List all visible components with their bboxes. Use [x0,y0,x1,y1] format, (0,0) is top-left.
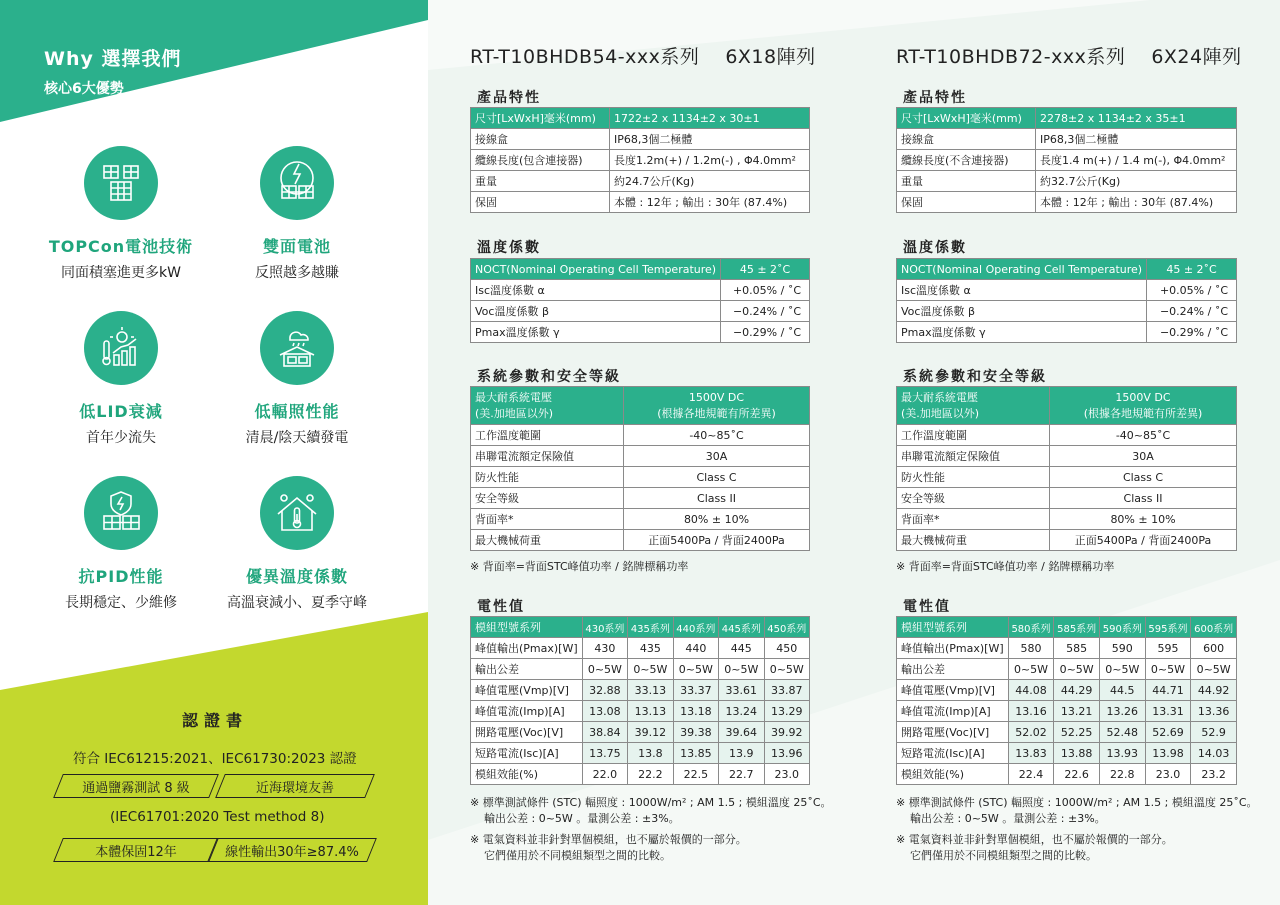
stc-note-line: ※ 標準測試條件 (STC) 輻照度 : 1000W/m² ; AM 1.5 ; 模組溫度 25˚C。 [470,796,832,809]
sys-head-line: (美.加地區以外) [901,406,980,420]
elec-cell: 13.9 [719,743,764,764]
sys-head-line: (美.加地區以外) [475,406,554,420]
elec-head: 模組型號系列 [897,617,1009,638]
thermometer-chart-icon [84,311,158,385]
temperature-table [470,258,810,343]
model-title-54 [470,42,816,69]
sys-head-label [897,387,1050,425]
elec-label: 短路電流(Isc)[A] [471,743,583,764]
elec-cell: 13.36 [1191,701,1237,722]
elec-label: 峰值輸出(Pmax)[W] [897,638,1009,659]
sys-head-line: 1500V DC [688,390,745,404]
temp-label: NOCT(Nominal Operating Cell Temperature) [471,259,721,280]
sys-head-line: 最大耐系統電壓 [475,390,552,404]
certificate-title: 認證書 [181,711,248,730]
sys-head-line: (根據各地規範有所差異) [1083,406,1203,420]
temp-label: Isc溫度係數 α [897,280,1147,301]
comparison-note-line: 它們僅用於不同模組類型之間的比較。 [484,849,671,862]
system-table [896,386,1237,551]
advantage-desc: 高溫衰減小、夏季守峰 [227,595,367,611]
elec-cell: 13.31 [1145,701,1191,722]
house-temperature-icon [260,476,334,550]
temp-value: −0.29% / ˚C [721,322,810,343]
spec-label: 重量 [471,171,610,192]
sys-label: 防火性能 [897,467,1050,488]
advantage-topcon [31,146,211,282]
sys-value: 80% ± 10% [1050,509,1237,530]
advantage-desc: 首年少流失 [86,430,156,446]
advantage-desc: 反照越多越賺 [255,265,339,281]
elec-cell: 22.8 [1099,764,1145,785]
spec-label: 纜線長度(包含連接器) [471,150,610,171]
advantage-low-lid [31,311,211,447]
elec-head: 580系列 [1008,617,1054,638]
elec-head: 430系列 [582,617,627,638]
elec-head: 590系列 [1099,617,1145,638]
elec-label: 開路電壓(Voc)[V] [471,722,583,743]
sys-label: 工作溫度範圍 [471,425,624,446]
spec-value: 約24.7公斤(Kg) [610,171,810,192]
spec-value: IP68,3個二極體 [1036,129,1237,150]
elec-cell: 52.48 [1099,722,1145,743]
elec-cell: 33.61 [719,680,764,701]
elec-cell: 13.29 [764,701,809,722]
elec-cell: 580 [1008,638,1054,659]
sys-value: 30A [624,446,810,467]
sys-label: 工作溫度範圍 [897,425,1050,446]
elec-cell: 440 [673,638,718,659]
elec-cell: 52.9 [1191,722,1237,743]
temp-label: Pmax溫度係數 γ [471,322,721,343]
section-electrical: 電性值 [477,599,525,615]
elec-cell: 39.12 [628,722,673,743]
elec-cell: 0~5W [764,659,809,680]
sys-head-label [471,387,624,425]
temp-label: Isc溫度係數 α [471,280,721,301]
product-table [470,107,810,213]
advantage-title: 低LID衰減 [79,402,163,421]
cloudy-house-icon [260,311,334,385]
elec-cell: 39.64 [719,722,764,743]
elec-head: 435系列 [628,617,673,638]
elec-cell: 13.18 [673,701,718,722]
advantage-temperature [207,476,387,612]
output-text: 線性輸出30年≥87.4% [225,844,359,860]
electrical-table [470,616,810,785]
elec-cell: 0~5W [1191,659,1237,680]
sys-value: Class II [624,488,810,509]
section-system: 系統參數和安全等級 [477,369,621,385]
sys-label: 背面率* [471,509,624,530]
elec-cell: 44.92 [1191,680,1237,701]
elec-cell: 44.71 [1145,680,1191,701]
elec-cell: 38.84 [582,722,627,743]
sys-label: 防火性能 [471,467,624,488]
spec-label: 尺寸[LxWxH]毫米(mm) [897,108,1036,129]
sys-value: -40~85˚C [1050,425,1237,446]
elec-cell: 22.0 [582,764,627,785]
elec-label: 模組效能(%) [471,764,583,785]
elec-cell: 14.03 [1191,743,1237,764]
elec-cell: 13.93 [1099,743,1145,764]
spec-label: 重量 [897,171,1036,192]
elec-cell: 0~5W [1008,659,1054,680]
elec-cell: 22.4 [1008,764,1054,785]
elec-cell: 39.38 [673,722,718,743]
elec-head: 440系列 [673,617,718,638]
coastal-text: 近海環境友善 [255,780,334,796]
advantage-anti-pid [31,476,211,612]
advantage-title: 低輻照性能 [254,402,340,421]
sys-label: 安全等級 [897,488,1050,509]
sys-label: 最大機械荷重 [897,530,1050,551]
sys-label: 安全等級 [471,488,624,509]
elec-label: 峰值電流(Imp)[A] [897,701,1009,722]
elec-cell: 44.5 [1099,680,1145,701]
comparison-note-line: ※ 電氣資料並非針對單個模組，也不屬於報價的一部分。 [470,833,747,846]
elec-label: 輸出公差 [897,659,1009,680]
cell-array: 6X24陣列 [1151,46,1242,68]
advantage-desc: 長期穩定、少維修 [65,595,177,611]
advantage-title: 優異溫度係數 [245,567,348,586]
elec-cell: 13.16 [1008,701,1054,722]
elec-cell: 33.37 [673,680,718,701]
section-electrical: 電性值 [903,599,951,615]
elec-cell: 13.8 [628,743,673,764]
elec-cell: 23.0 [1145,764,1191,785]
spec-value: 長度1.4 m(+) / 1.4 m(-), Φ4.0mm² [1036,150,1237,171]
advantage-title: TOPCon電池技術 [48,237,194,256]
elec-cell: 0~5W [628,659,673,680]
model-name: RT-T10BHDB72-xxx系列 [896,46,1126,68]
coastal-badge [220,774,370,798]
elec-cell: 52.25 [1054,722,1100,743]
temp-value: −0.24% / ˚C [721,301,810,322]
elec-label: 輸出公差 [471,659,583,680]
elec-cell: 0~5W [582,659,627,680]
sys-label: 最大機械荷重 [471,530,624,551]
elec-cell: 13.08 [582,701,627,722]
sys-value: Class C [624,467,810,488]
spec-value: 本體 : 12年 ; 輸出 : 30年 (87.4%) [1036,192,1237,213]
elec-label: 峰值電壓(Vmp)[V] [471,680,583,701]
elec-cell: 23.0 [764,764,809,785]
spec-label: 接線盒 [471,129,610,150]
stc-note-line: 輸出公差 : 0~5W 。量測公差 : ±3%。 [484,812,680,825]
temp-label: Voc溫度係數 β [897,301,1147,322]
comparison-note [896,832,1173,864]
elec-cell: 52.69 [1145,722,1191,743]
elec-cell: 33.87 [764,680,809,701]
elec-cell: 23.2 [1191,764,1237,785]
elec-cell: 13.83 [1008,743,1054,764]
temp-label: Voc溫度係數 β [471,301,721,322]
model-title-72 [896,42,1242,69]
elec-label: 短路電流(Isc)[A] [897,743,1009,764]
elec-cell: 32.88 [582,680,627,701]
temp-value: 45 ± 2˚C [1147,259,1237,280]
elec-cell: 13.88 [1054,743,1100,764]
pid-panel-icon [84,476,158,550]
section-product: 產品特性 [477,90,541,106]
spec-label: 保固 [897,192,1036,213]
temp-value: 45 ± 2˚C [721,259,810,280]
sys-label: 背面率* [897,509,1050,530]
elec-head: 595系列 [1145,617,1191,638]
solar-cell-icon [84,146,158,220]
spec-label: 尺寸[LxWxH]毫米(mm) [471,108,610,129]
elec-cell: 13.98 [1145,743,1191,764]
spec-value: 2278±2 x 1134±2 x 35±1 [1036,108,1237,129]
elec-cell: 13.96 [764,743,809,764]
elec-cell: 13.75 [582,743,627,764]
warranty-badge [58,838,214,862]
elec-label: 開路電壓(Voc)[V] [897,722,1009,743]
elec-cell: 450 [764,638,809,659]
cell-array: 6X18陣列 [725,46,816,68]
sys-head-line: (根據各地規範有所差異) [657,406,776,420]
advantage-bifacial [207,146,387,282]
comparison-note-line: 它們僅用於不同模組類型之間的比較。 [910,849,1097,862]
stc-note-line: 輸出公差 : 0~5W 。量測公差 : ±3%。 [910,812,1106,825]
why-subtitle: 核心6大優勢 [44,81,124,97]
elec-head: 585系列 [1054,617,1100,638]
temp-value: +0.05% / ˚C [721,280,810,301]
elec-head: 模組型號系列 [471,617,583,638]
elec-head: 450系列 [764,617,809,638]
section-system: 系統參數和安全等級 [903,369,1047,385]
elec-cell: 22.6 [1054,764,1100,785]
sys-label: 串聯電流額定保險值 [471,446,624,467]
elec-cell: 52.02 [1008,722,1054,743]
elec-cell: 0~5W [1145,659,1191,680]
salt-spray-text: 通過鹽霧測試 8 級 [82,780,190,796]
system-table [470,386,810,551]
comparison-note [470,832,747,864]
output-badge [212,838,372,862]
elec-label: 峰值電流(Imp)[A] [471,701,583,722]
salt-spray-badge [58,774,214,798]
temp-label: NOCT(Nominal Operating Cell Temperature) [897,259,1147,280]
spec-value: 1722±2 x 1134±2 x 30±1 [610,108,810,129]
elec-head: 445系列 [719,617,764,638]
advantage-title: 雙面電池 [262,237,331,256]
warranty-text: 本體保固12年 [95,844,177,860]
elec-cell: 0~5W [719,659,764,680]
elec-cell: 22.5 [673,764,718,785]
sys-value: -40~85˚C [624,425,810,446]
elec-cell: 430 [582,638,627,659]
elec-cell: 585 [1054,638,1100,659]
advantage-desc: 清晨/陰天續發電 [245,430,349,446]
spec-value: 長度1.2m(+) / 1.2m(-) , Φ4.0mm² [610,150,810,171]
sys-value: Class C [1050,467,1237,488]
stc-note-line: ※ 標準測試條件 (STC) 輻照度 : 1000W/m² ; AM 1.5 ; 模組溫度 25˚C。 [896,796,1258,809]
test-method: (IEC61701:2020 Test method 8) [110,809,325,825]
elec-cell: 22.7 [719,764,764,785]
elec-cell: 13.26 [1099,701,1145,722]
elec-cell: 435 [628,638,673,659]
elec-label: 峰值電壓(Vmp)[V] [897,680,1009,701]
advantage-low-irradiance [207,311,387,447]
elec-cell: 0~5W [673,659,718,680]
spec-value: 約32.7公斤(Kg) [1036,171,1237,192]
elec-cell: 44.08 [1008,680,1054,701]
elec-cell: 39.92 [764,722,809,743]
elec-cell: 33.13 [628,680,673,701]
sys-value: Class II [1050,488,1237,509]
sys-value: 80% ± 10% [624,509,810,530]
sys-head-value [624,387,810,425]
bifacial-panel-icon [260,146,334,220]
section-temperature: 溫度係數 [903,240,967,256]
elec-cell: 0~5W [1054,659,1100,680]
elec-cell: 590 [1099,638,1145,659]
elec-cell: 44.29 [1054,680,1100,701]
temperature-table [896,258,1237,343]
sys-head-line: 最大耐系統電壓 [901,390,978,404]
spec-label: 纜線長度(不含連接器) [897,150,1036,171]
sys-label: 串聯電流額定保險值 [897,446,1050,467]
temp-value: −0.24% / ˚C [1147,301,1237,322]
stc-note [470,795,832,827]
sys-value: 正面5400Pa / 背面2400Pa [624,530,810,551]
spec-value: IP68,3個二極體 [610,129,810,150]
elec-cell: 445 [719,638,764,659]
product-table [896,107,1237,213]
elec-label: 峰值輸出(Pmax)[W] [471,638,583,659]
certificate-standards: 符合 IEC61215:2021、IEC61730:2023 認證 [73,751,357,767]
system-note: ※ 背面率=背面STC峰值功率 / 銘牌標稱功率 [470,560,689,573]
section-temperature: 溫度係數 [477,240,541,256]
spec-label: 接線盒 [897,129,1036,150]
elec-cell: 13.13 [628,701,673,722]
sys-head-line: 1500V DC [1115,390,1171,404]
elec-cell: 600 [1191,638,1237,659]
elec-cell: 13.85 [673,743,718,764]
elec-cell: 13.24 [719,701,764,722]
elec-label: 模組效能(%) [897,764,1009,785]
advantage-desc: 同面積塞進更多kW [61,265,181,281]
temp-value: −0.29% / ˚C [1147,322,1237,343]
sys-head-value [1050,387,1237,425]
why-title: Why 選擇我們 [44,48,182,70]
sys-value: 正面5400Pa / 背面2400Pa [1050,530,1237,551]
system-note: ※ 背面率=背面STC峰值功率 / 銘牌標稱功率 [896,560,1115,573]
section-product: 產品特性 [903,90,967,106]
temp-label: Pmax溫度係數 γ [897,322,1147,343]
elec-head: 600系列 [1191,617,1237,638]
elec-cell: 595 [1145,638,1191,659]
elec-cell: 22.2 [628,764,673,785]
comparison-note-line: ※ 電氣資料並非針對單個模組，也不屬於報價的一部分。 [896,833,1173,846]
electrical-table [896,616,1237,785]
advantage-title: 抗PID性能 [78,567,164,586]
temp-value: +0.05% / ˚C [1147,280,1237,301]
spec-label: 保固 [471,192,610,213]
elec-cell: 0~5W [1099,659,1145,680]
stc-note [896,795,1258,827]
spec-value: 本體 : 12年 ; 輸出 : 30年 (87.4%) [610,192,810,213]
sys-value: 30A [1050,446,1237,467]
model-name: RT-T10BHDB54-xxx系列 [470,46,700,68]
elec-cell: 13.21 [1054,701,1100,722]
